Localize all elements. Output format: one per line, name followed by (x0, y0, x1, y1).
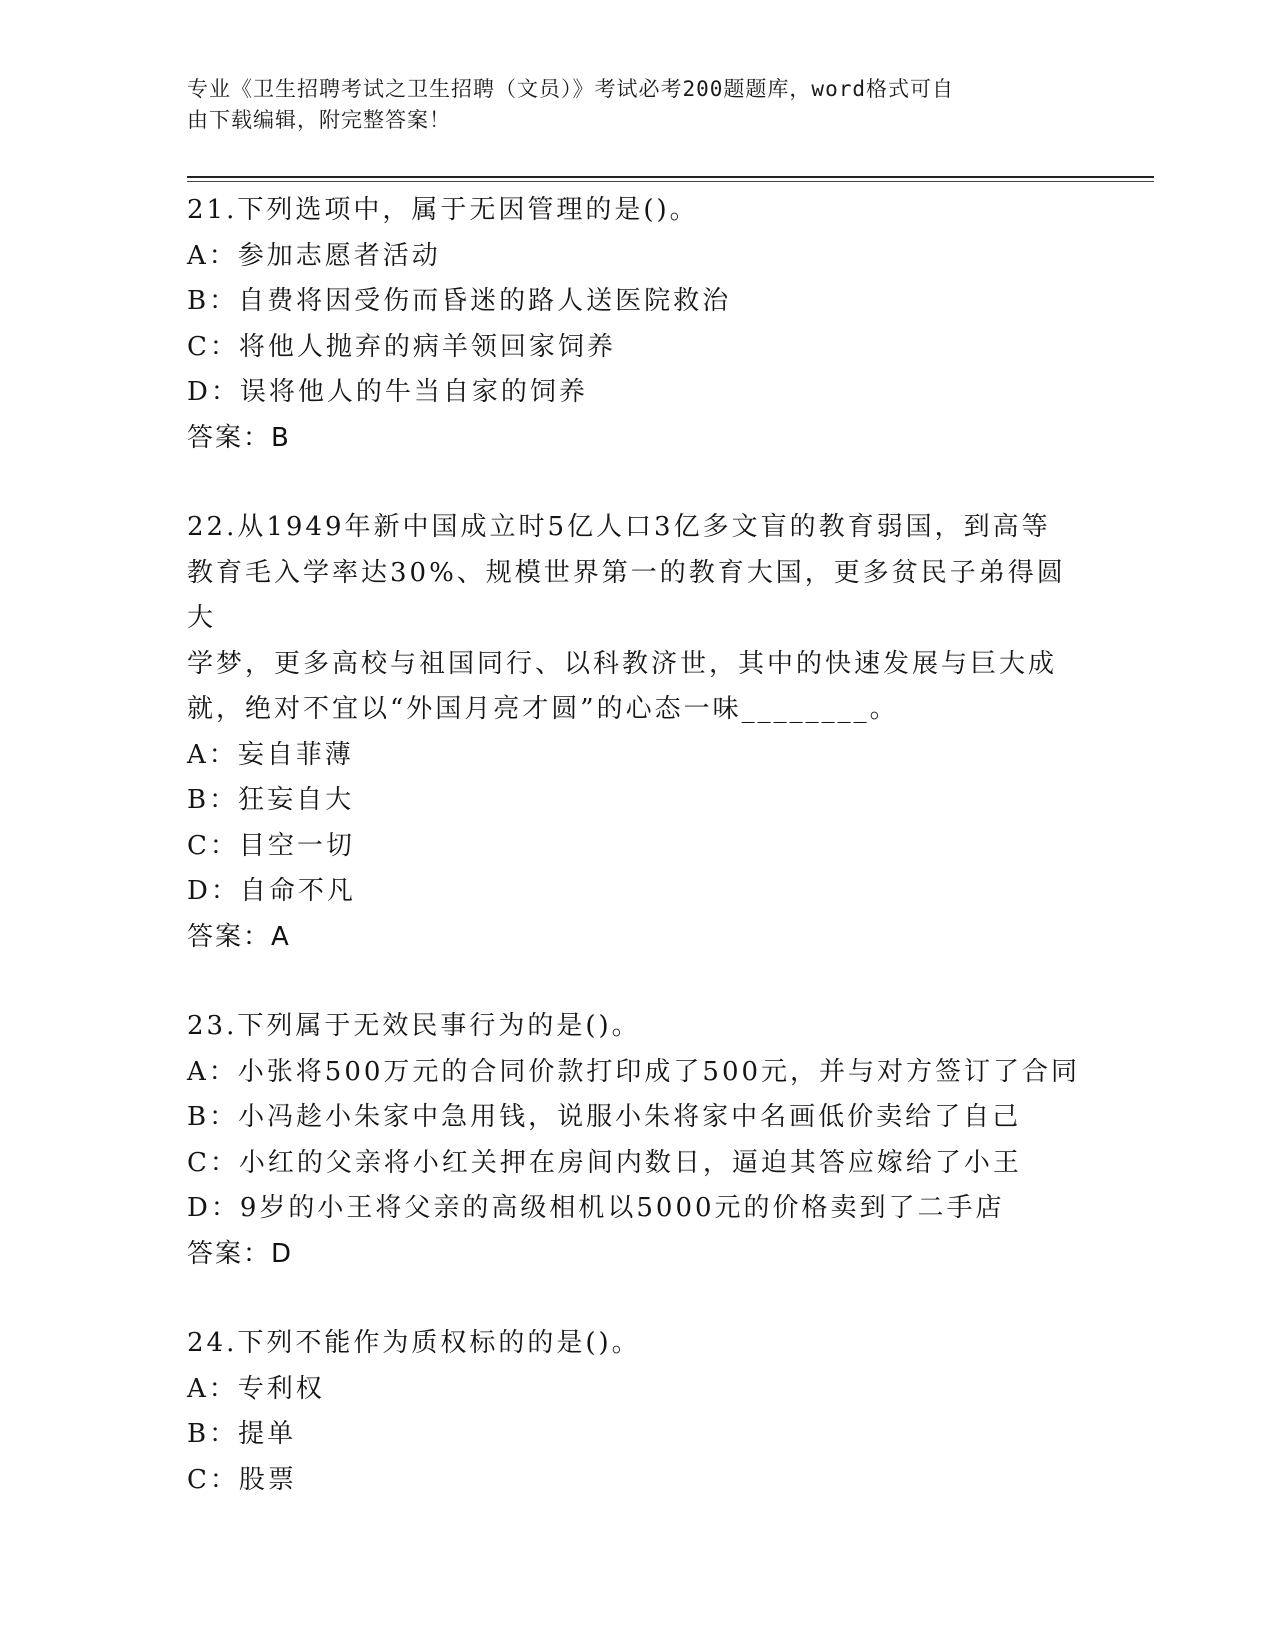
option-d: D：自命不凡 (187, 876, 356, 906)
document-header (187, 74, 1067, 136)
header-line-1: 专业《卫生招聘考试之卫生招聘（文员）》考试必考200题题库，word格式可自 (187, 77, 954, 101)
question-list (187, 188, 1087, 1547)
header-divider-thin (187, 181, 1154, 182)
option-b: B：自费将因受伤而昏迷的路人送医院救治 (187, 286, 732, 316)
question-stem: 21.下列选项中，属于无因管理的是()。 (187, 195, 699, 225)
option-a: A：妄自菲薄 (187, 739, 354, 770)
option-c: C：将他人抛弃的病羊领回家饲养 (187, 331, 616, 362)
answer-line: 答案：B (187, 422, 291, 453)
option-d: D：9岁的小王将父亲的高级相机以5000元的价格卖到了二手店 (187, 1193, 1005, 1223)
option-d: D：误将他人的牛当自家的饲养 (187, 377, 588, 407)
option-c: C：目空一切 (187, 830, 355, 861)
option-b: B：小冯趁小朱家中急用钱，说服小朱将家中名画低价卖给了自己 (187, 1102, 1022, 1132)
option-c: C：股票 (187, 1464, 297, 1495)
option-a: A：专利权 (187, 1373, 325, 1404)
question-22 (187, 505, 1087, 960)
question-stem-line-4: 就，绝对不宜以“外国月亮才圆”的心态一味________。 (187, 694, 899, 724)
question-stem: 24.下列不能作为质权标的的是()。 (187, 1328, 641, 1358)
answer-line: 答案：D (187, 1238, 294, 1269)
option-b: B：提单 (187, 1419, 297, 1449)
question-stem-line-2: 教育毛入学率达30%、规模世界第一的教育大国，更多贫民子弟得圆大 (187, 557, 1066, 633)
header-divider-thick (187, 176, 1154, 178)
option-a: A：参加志愿者活动 (187, 240, 441, 271)
question-stem: 23.下列属于无效民事行为的是()。 (187, 1011, 641, 1041)
answer-line: 答案：A (187, 921, 291, 952)
option-a: A：小张将500万元的合同价款打印成了500元，并与对方签订了合同 (187, 1056, 1081, 1087)
option-b: B：狂妄自大 (187, 785, 355, 815)
option-c: C：小红的父亲将小红关押在房间内数日，逼迫其答应嫁给了小王 (187, 1147, 1022, 1178)
question-21 (187, 188, 1087, 461)
question-stem-line-3: 学梦，更多高校与祖国同行、以科教济世，其中的快速发展与巨大成 (187, 648, 1058, 679)
header-line-2: 由下载编辑，附完整答案！ (187, 108, 451, 132)
question-23 (187, 1004, 1087, 1277)
question-24 (187, 1321, 1087, 1503)
question-stem-line-1: 22.从1949年新中国成立时5亿人口3亿多文盲的教育弱国，到高等 (187, 512, 1051, 542)
